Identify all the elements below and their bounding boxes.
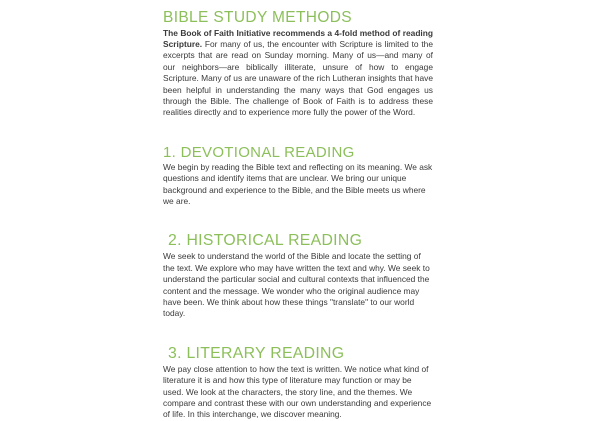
section-heading-devotional-reading: 1. DEVOTIONAL READING [163, 143, 355, 161]
document-body [163, 0, 433, 421]
section-body-historical-reading: We seek to understand the world of the Bible and locate the setting of the text. We explore who may have written the text and why. We seek to understand the particular social and cultural contexts that influenced the content and the message. We wonder who the original audience may have been. We think about how these things "translate" to our world today. [163, 251, 430, 319]
intro-lead-text: The Book of Faith Initiative recommends a 4-fold method of reading Scripture. [163, 27, 433, 49]
section-heading-literary-reading: 3. LITERARY READING [168, 344, 345, 362]
section-heading-historical-reading: 2. HISTORICAL READING [168, 232, 363, 250]
section-body-literary-reading: We pay close attention to how the text is written. We notice what kind of literature it is and how this type of literature may function or may be used. We look at the characters, the story line, and the themes. We compare and contrast these with our own understanding and experience of life. In this interchange, we discover meaning. [163, 363, 432, 420]
section-body-devotional-reading: We begin by reading the Bible text and reflecting on its meaning. We ask questions and identify items that are unclear. We bring our unique background and experience to the Bible, and the Bible meets us where we are. [163, 161, 433, 207]
intro-paragraph [163, 28, 433, 119]
intro-rest-text: For many of us, the encounter with Scripture is limited to the excerpts that are read on Sunday morning. Many of us—and many of our neighbors—are biblically illiterate, unsure of how to engage Scripture. Many of us are unaware of the rich Lutheran insights that have been helpful in understanding the many ways that God engages us through the Bible. The challenge of Book of Faith is to address these realities directly and to experience more fully the power of the Word. [163, 39, 434, 118]
page-title: BIBLE STUDY METHODS [163, 9, 352, 26]
